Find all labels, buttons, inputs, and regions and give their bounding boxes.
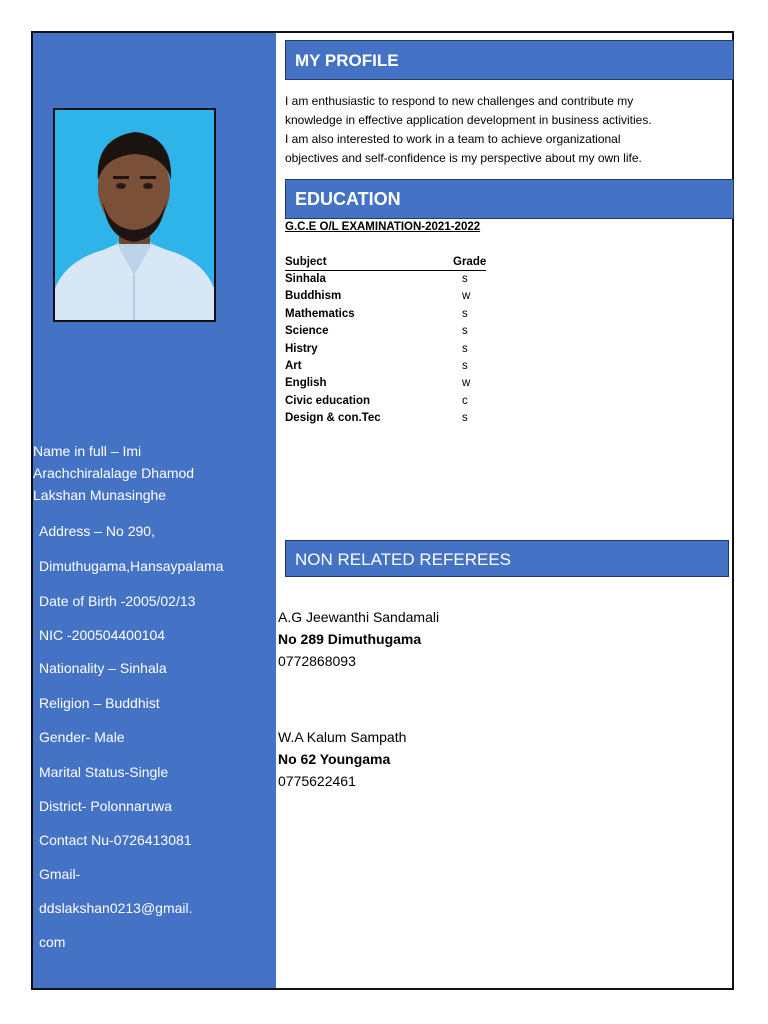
- full-name: Name in full – Imi Arachchiralalage Dhamod Lakshan Munasinghe: [33, 443, 195, 503]
- grade-row: [285, 395, 486, 407]
- gmail-address-cont: com: [39, 934, 66, 950]
- grade-row: [285, 360, 486, 372]
- subject-cell: Mathematics: [285, 307, 355, 320]
- nic-number: NIC -200504400104: [39, 627, 166, 643]
- profile-photo: [53, 108, 216, 322]
- grade-row: [285, 325, 486, 337]
- address-line-2: Dimuthugama,Hansaypalama: [39, 558, 224, 574]
- profile-text: I am enthusiastic to respond to new challenges and contribute my knowledge in effective application development in business activities. I am also interested to work in a team to achieve organizational objectives and self-confidence is my perspective about my own life.: [285, 94, 652, 165]
- marital-status: Marital Status-Single: [39, 764, 169, 780]
- subject-cell: Art: [285, 360, 302, 372]
- grade-row: [285, 377, 486, 389]
- grade-row: [285, 343, 486, 355]
- grade-cell: w: [462, 377, 471, 390]
- grade-row: [285, 273, 486, 285]
- grade-cell: w: [462, 290, 471, 303]
- subject-cell: Civic education: [285, 394, 370, 407]
- subject-cell: Buddhism: [285, 290, 342, 303]
- referee-1: [278, 606, 439, 672]
- subject-cell: English: [285, 377, 327, 390]
- contact-number: Contact Nu-0726413081: [39, 832, 192, 848]
- referee-address: No 289 Dimuthugama: [278, 631, 422, 647]
- exam-title: G.C.E O/L EXAMINATION-2021-2022: [285, 221, 481, 233]
- subject-cell: Science: [285, 325, 329, 338]
- referee-phone: 0772868093: [278, 653, 356, 669]
- gmail-label: Gmail-: [39, 866, 81, 882]
- referee-address: No 62 Youngama: [278, 751, 391, 767]
- grade-row: [285, 290, 486, 302]
- grade-cell: s: [462, 325, 468, 338]
- referees-heading: NON RELATED REFEREES: [285, 540, 729, 577]
- referee-name: W.A Kalum Sampath: [278, 729, 407, 745]
- district: District- Polonnaruwa: [39, 798, 173, 814]
- grade-cell: s: [462, 342, 468, 355]
- referee-name: A.G Jeewanthi Sandamali: [278, 609, 440, 625]
- subject-column-header: Subject: [285, 256, 327, 268]
- date-of-birth: Date of Birth -2005/02/13: [39, 593, 196, 609]
- religion: Religion – Buddhist: [39, 695, 160, 711]
- grade-column-header: Grade: [453, 256, 487, 268]
- subject-cell: Design & con.Tec: [285, 412, 381, 425]
- grade-cell: s: [462, 307, 468, 320]
- subject-cell: Histry: [285, 342, 318, 355]
- address-line-1: Address – No 290,: [39, 523, 155, 539]
- grade-cell: s: [462, 273, 468, 285]
- nationality: Nationality – Sinhala: [39, 660, 167, 676]
- grades-header-row: [285, 256, 486, 271]
- grade-cell: c: [462, 394, 468, 407]
- grade-row: [285, 412, 486, 424]
- grade-cell: s: [462, 360, 468, 372]
- education-heading: EDUCATION: [285, 179, 734, 219]
- gmail-address: ddslakshan0213@gmail.: [39, 900, 193, 916]
- referee-2: [278, 726, 406, 792]
- subject-cell: Sinhala: [285, 273, 326, 285]
- grade-cell: s: [462, 412, 468, 425]
- referee-phone: 0775622461: [278, 773, 356, 789]
- gender: Gender- Male: [39, 729, 125, 745]
- grade-row: [285, 308, 486, 320]
- profile-heading: MY PROFILE: [285, 40, 734, 80]
